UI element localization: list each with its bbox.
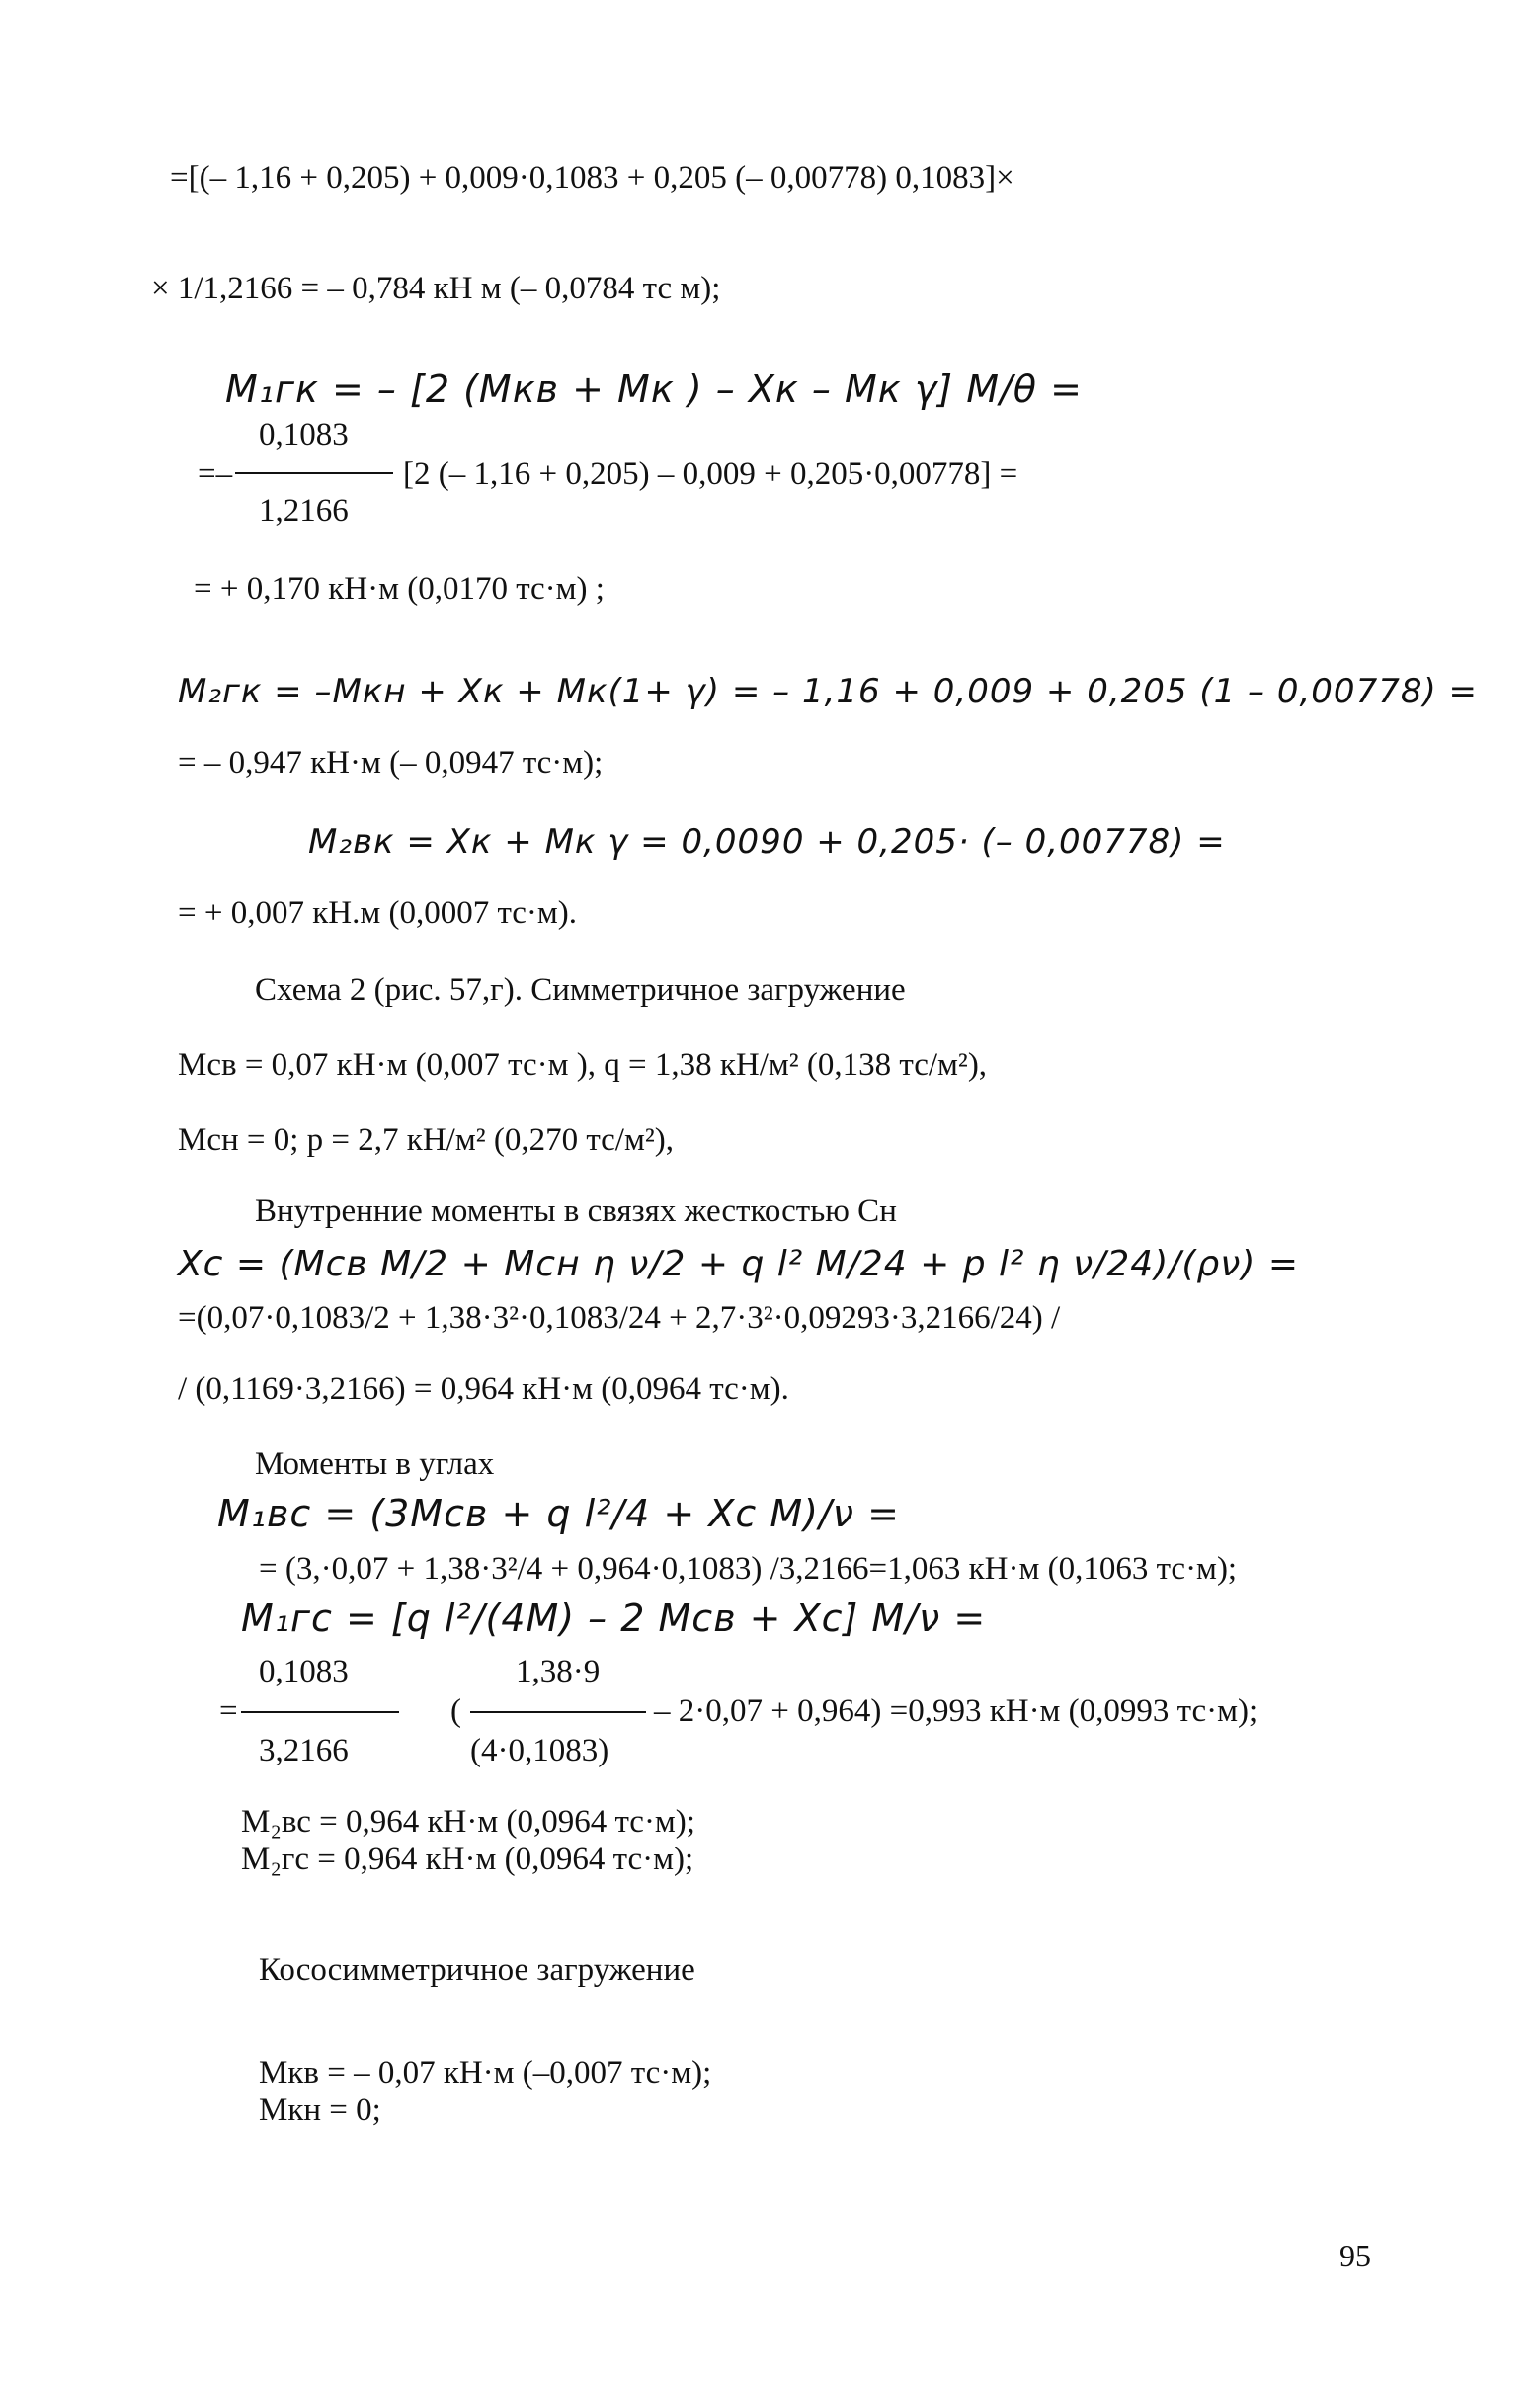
formula-mkn: Мкн = 0;	[259, 2093, 381, 2128]
page-number: 95	[1339, 2238, 1371, 2273]
formula-m2gk: М₂гк = –Мкн + Хк + Мк(1+ γ) = – 1,16 + 0,009 + 0,205 (1 – 0,00778) =	[178, 672, 1479, 711]
formula-m2vk: М₂вк = Хк + Мк γ = 0,0090 + 0,205· (– 0,00778) =	[308, 822, 1226, 862]
fraction-prefix: =–	[198, 456, 233, 492]
formula-mkv: Мкв = – 0,07 кН·м (–0,007 тс·м);	[259, 2055, 712, 2091]
fraction-2-numerator-2: 1,38·9	[516, 1654, 601, 1689]
fraction-numerator: 0,1083	[259, 417, 349, 452]
load-parameters-line-1: Мсв = 0,07 кН·м (0,007 тс·м ), q = 1,38 кН/м² (0,138 тс/м²),	[178, 1047, 988, 1083]
antisymmetric-loading-heading: Кососимметричное загружение	[259, 1952, 695, 1988]
formula-m1gk: М₁гк = – [2 (Мкв + Мк ) – Хк – Мк γ] М/θ =	[225, 368, 1083, 411]
formula-m1gs: М₁гс = [q l²/(4М) – 2 Мсв + Хс] М/ν =	[241, 1597, 987, 1640]
internal-moments-heading: Внутренние моменты в связях жесткостью Сн	[255, 1193, 897, 1229]
fraction-2-bar-1	[241, 1711, 399, 1713]
formula-line-16: / (0,1169·3,2166) = 0,964 кН·м (0,0964 тс·м).	[178, 1371, 789, 1407]
scheme-2-heading: Схема 2 (рис. 57,г). Симметричное загружение	[255, 972, 906, 1008]
formula-line-19: = (3,·0,07 + 1,38·3²/4 + 0,964·0,1083) /3,2166=1,063 кН·м (0,1063 тс·м);	[259, 1551, 1238, 1587]
formula-line-5: = + 0,170 кН·м (0,0170 тс·м) ;	[194, 571, 605, 607]
fraction-2-denominator-1: 3,2166	[259, 1733, 349, 1768]
formula-line-2: × 1/1,2166 = – 0,784 кН м (– 0,0784 тс м);	[151, 271, 721, 306]
fraction-rest: [2 (– 1,16 + 0,205) – 0,009 + 0,205·0,00778] =	[403, 456, 1018, 492]
formula-line-7: = – 0,947 кН·м (– 0,0947 тс·м);	[178, 745, 604, 780]
fraction-2-numerator-1: 0,1083	[259, 1654, 349, 1689]
load-parameters-line-2: Мсн = 0; p = 2,7 кН/м² (0,270 тс/м²),	[178, 1122, 674, 1158]
fraction-2-paren: (	[450, 1693, 461, 1729]
fraction-2-rest: – 2·0,07 + 0,964) =0,993 кН·м (0,0993 тс·м);	[654, 1693, 1258, 1729]
corner-moments-heading: Моменты в углах	[255, 1446, 495, 1482]
formula-xc: Хс = (Мсв М/2 + Мсн η ν/2 + q l² М/24 + p l² η ν/24)/(ρν) =	[178, 1244, 1300, 1284]
formula-line-15: =(0,07·0,1083/2 + 1,38·3²·0,1083/24 + 2,7·3²·0,09293·3,2166/24) /	[178, 1300, 1061, 1336]
formula-m2gs: М₂гс = 0,964 кН·м (0,0964 тс·м);	[241, 1842, 694, 1877]
formula-m1vs: М₁вс = (3Мсв + q l²/4 + Хс М)/ν =	[217, 1492, 900, 1535]
formula-line-9: = + 0,007 кН.м (0,0007 тс·м).	[178, 895, 578, 931]
fraction-2-prefix: =	[219, 1693, 238, 1729]
fraction-bar	[235, 472, 393, 474]
formula-m2vs: М₂вс = 0,964 кН·м (0,0964 тс·м);	[241, 1804, 695, 1840]
formula-line-1: =[(– 1,16 + 0,205) + 0,009·0,1083 + 0,205 (– 0,00778) 0,1083]×	[170, 160, 1014, 196]
fraction-denominator: 1,2166	[259, 493, 349, 529]
fraction-2-bar-2	[470, 1711, 646, 1713]
fraction-2-denominator-2: (4·0,1083)	[470, 1733, 609, 1768]
